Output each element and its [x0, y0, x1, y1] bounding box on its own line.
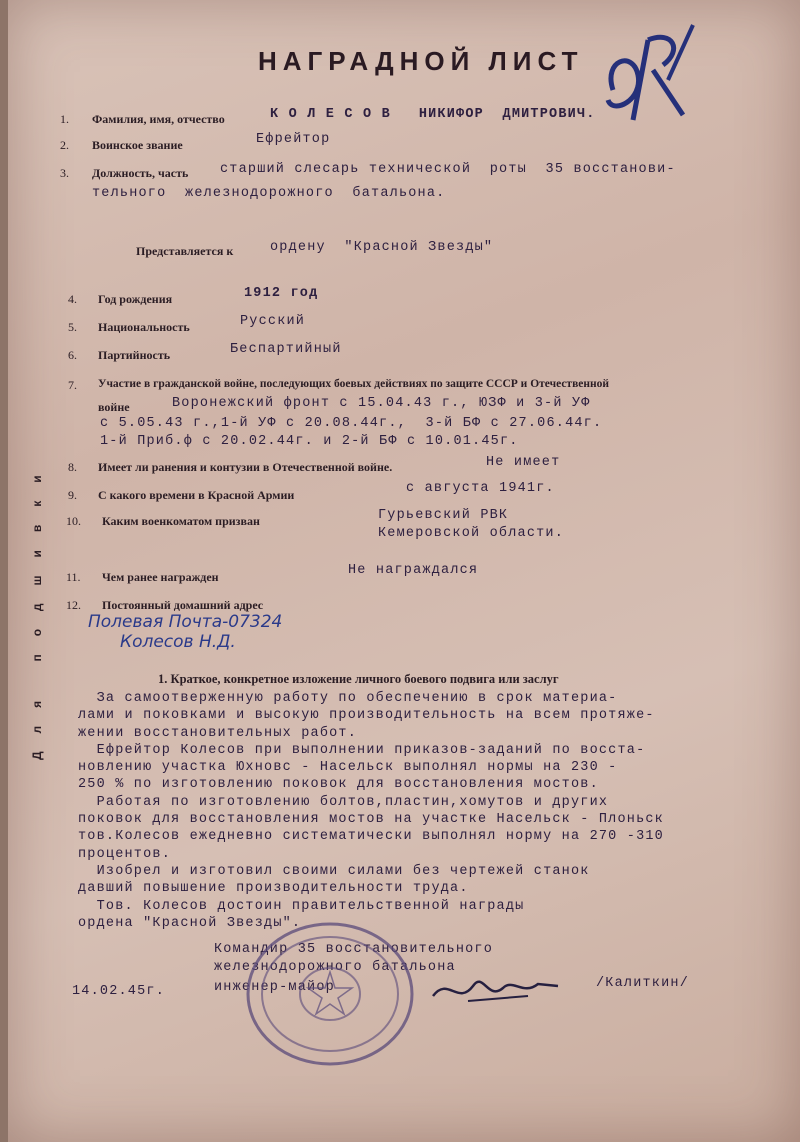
field-value-name: К О Л Е С О В НИКИФОР ДМИТРОВИЧ. [270, 107, 596, 122]
narrative-line: давший повышение производительности труда. [78, 881, 469, 897]
field-value-army-since: с августа 1941г. [406, 481, 555, 496]
field-label-commissariat: Каким военкоматом призван [102, 514, 260, 528]
narrative-line: Изобрел и изготовил своими силами без чертежей станок [78, 863, 590, 879]
field-label-war-participation-2: войне [98, 400, 130, 414]
narrative-line: жении восстановительных работ. [78, 725, 358, 741]
commander-line-3: инженер-майор [214, 980, 335, 995]
field-label-rank: Воинское звание [92, 138, 183, 152]
field-value-party: Беспартийный [230, 342, 342, 357]
commander-line-2: железнодорожного батальона [214, 960, 456, 975]
narrative-line: Ефрейтор Колесов при выполнении приказов-заданий по восста- [78, 742, 646, 758]
field-label-war-participation: Участие в гражданской войне, последующих боевых действиях по защите СССР и Отечественной [98, 378, 610, 390]
field-number: 3. [60, 166, 69, 180]
field-value-address-2: Колесов Н.Д. [120, 632, 236, 652]
field-number: 7. [68, 378, 77, 392]
field-label-nationality: Национальность [98, 320, 190, 334]
document-title: НАГРАДНОЙ ЛИСТ [258, 46, 584, 76]
field-label-birth-year: Год рождения [98, 292, 173, 306]
field-value-prior-awards: Не награждался [348, 563, 479, 578]
field-number: 1. [60, 112, 69, 126]
field-value-wounds: Не имеет [486, 455, 561, 470]
field-label-position: Должность, часть [92, 166, 189, 180]
presented-value: ордену "Красной Звезды" [270, 240, 494, 255]
field-number: 10. [66, 514, 81, 528]
narrative-line: лами и поковками и высокую производительность на всем протяже- [78, 708, 655, 724]
signing-date: 14.02.45г. [72, 984, 166, 999]
handwritten-signature [428, 966, 568, 1021]
narrative-line: За самоотверженную работу по обеспечению в срок материа- [78, 691, 618, 706]
field-number: 8. [68, 460, 77, 474]
field-value-war-3: 1-й Приб.ф с 20.02.44г. и 2-й БФ с 10.01.45г. [100, 434, 519, 449]
field-label-prior-awards: Чем ранее награжден [102, 570, 219, 584]
narrative-line: Работая по изготовлению болтов,пластин,хомутов и других [78, 794, 609, 810]
field-value-position-2: тельного железнодорожного батальона. [92, 186, 446, 201]
field-number: 5. [68, 320, 77, 334]
field-value-commissariat: Гурьевский РВК [378, 508, 509, 523]
narrative-line: процентов. [78, 846, 172, 862]
field-number: 12. [66, 598, 81, 612]
narrative-line: ордена "Красной Звезды". [78, 915, 302, 931]
narrative-line: Тов. Колесов достоин правительственной награды [78, 898, 525, 914]
field-label-army-since: С какого времени в Красной Армии [98, 488, 295, 502]
field-value-war-1: Воронежский фронт с 15.04.43 г., ЮЗФ и 3-й УФ [172, 396, 591, 411]
field-label-name: Фамилия, имя, отчество [92, 112, 225, 126]
narrative-line: 250 % по изготовлению поковок для восстановления мостов. [78, 777, 599, 793]
commander-line-1: Командир 35 восстановительного [214, 942, 494, 957]
round-seal-icon [244, 920, 416, 1068]
narrative-line: тов.Колесов ежедневно систематически выполнял норму на 270 -310 [78, 829, 664, 845]
field-value-nationality: Русский [240, 314, 306, 329]
award-sheet [8, 0, 800, 1142]
field-number: 9. [68, 488, 77, 502]
field-number: 6. [68, 348, 77, 362]
field-value-position: старший слесарь технической роты 35 восстанови- [220, 162, 676, 177]
margin-note-vertical: Для подшивки [30, 457, 44, 760]
narrative-line: новлению участка Юхновс - Насельск выполнял нормы на 230 - [78, 760, 618, 776]
presented-label: Представляется к [136, 244, 234, 258]
signature-scribble-icon [428, 966, 568, 1016]
field-number: 4. [68, 292, 77, 306]
official-stamp [244, 920, 416, 1068]
field-label-wounds: Имеет ли ранения и контузии в Отечественной войне. [98, 460, 393, 474]
field-value-commissariat-2: Кемеровской области. [378, 526, 565, 541]
field-number: 2. [60, 138, 69, 152]
field-label-party: Партийность [98, 348, 171, 362]
field-value-birth-year: 1912 год [244, 286, 319, 301]
commander-name: /Калиткин/ [596, 976, 690, 991]
narrative-block [78, 690, 664, 932]
field-value-address: Полевая Почта-07324 [88, 612, 283, 632]
field-value-war-2: с 5.05.43 г.,1-й УФ с 20.08.44г., 3-й БФ с 27.06.44г. [100, 416, 603, 431]
field-number: 11. [66, 570, 81, 584]
narrative-line: поковок для восстановления мостов на участке Насельск - Плоньск [78, 812, 664, 828]
field-label-address: Постоянный домашний адрес [102, 598, 264, 612]
field-value-rank: Ефрейтор [256, 132, 331, 147]
section-title: 1. Краткое, конкретное изложение личного боевого подвига или заслуг [158, 672, 559, 686]
